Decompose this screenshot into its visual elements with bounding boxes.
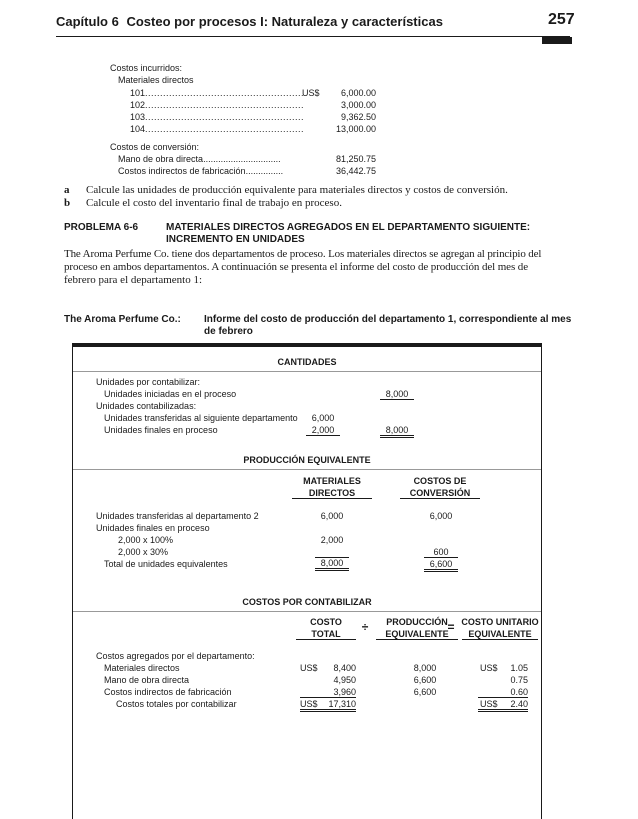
cost-total: 8,400 <box>333 663 356 673</box>
unit-total-cur: US$ <box>480 699 498 709</box>
report-right-border <box>541 343 542 819</box>
row-label: Costos indirectos de fabricación <box>118 166 246 176</box>
equals-sign: = <box>447 620 455 634</box>
cost-total: 4,950 <box>333 675 356 685</box>
header-rule <box>56 36 570 37</box>
started-value: 8,000 <box>380 389 414 400</box>
chapter-title: Costeo por procesos I: Naturaleza y características <box>126 14 443 29</box>
problem-body: proceso en ambos departamentos. A continuación se presenta el informe del costo de producción del mes de <box>64 261 528 273</box>
problem-number: PROBLEMA 6-6 <box>64 222 139 233</box>
col-header: DIRECTOS <box>292 488 372 499</box>
problem-title: MATERIALES DIRECTOS AGREGADOS EN EL DEPARTAMENTO SIGUIENTE: <box>166 222 531 233</box>
chapter-header <box>56 14 443 29</box>
col-header: COSTOS DE <box>413 476 467 486</box>
currency: US$ <box>302 88 320 98</box>
eq-ending-label: Unidades finales en proceso <box>96 523 210 533</box>
eq-ending-100: 2,000 x 100% <box>118 535 174 545</box>
question-letter: b <box>64 197 71 209</box>
cost-label: Mano de obra directa <box>104 675 190 685</box>
question-text: Calcule el costo del inventario final de trabajo en proceso. <box>86 197 342 209</box>
problem-body: The Aroma Perfume Co. tiene dos departamentos de proceso. Los materiales directos se agregan al principio del <box>64 248 542 260</box>
col-header: MATERIALES <box>303 476 361 486</box>
incurred-label: Costos incurridos: <box>110 63 183 73</box>
row-label: Mano de obra directa <box>118 154 204 164</box>
ending-label: Unidades finales en proceso <box>104 425 218 435</box>
cost-eq: 6,600 <box>413 675 437 685</box>
conversion-row: Costos indirectos de fabricación............... <box>118 166 284 176</box>
report-left-border <box>72 343 73 819</box>
col-header: EQUIVALENTE <box>462 629 538 640</box>
value: 36,442.75 <box>335 166 376 176</box>
cost-label: Costos indirectos de fabricación <box>104 687 232 697</box>
row-label: 103 <box>130 112 146 122</box>
cost-total-cur: US$ <box>300 699 318 709</box>
value: 6,000.00 <box>340 88 376 98</box>
total-value: 8,000 <box>380 425 414 438</box>
page-number: 257 <box>548 11 575 28</box>
started-label: Unidades iniciadas en el proceso <box>104 389 237 399</box>
materials-row: 104..................................................... <box>130 124 305 134</box>
cost-eq: 6,600 <box>413 687 437 697</box>
cost-total-value: 17,310 <box>328 699 356 709</box>
col-header: COSTO UNITARIO <box>461 617 539 627</box>
eq-transferred-label: Unidades transferidas al departamento 2 <box>96 511 259 521</box>
transferred-value: 6,000 <box>311 413 335 423</box>
eq-total-label: Total de unidades equivalentes <box>104 559 228 569</box>
col-header: PRODUCCIÓN <box>386 617 448 627</box>
row-label: 102 <box>130 100 146 110</box>
value: 81,250.75 <box>335 154 376 164</box>
col-header: EQUIVALENTE <box>376 629 458 640</box>
eq-total-value: 6,600 <box>424 559 458 572</box>
unit-cost: 0.75 <box>510 675 528 685</box>
conversion-label: Costos de conversión: <box>110 142 200 152</box>
cost-eq: 8,000 <box>413 663 437 673</box>
value: 3,000.00 <box>340 100 376 110</box>
value: 13,000.00 <box>335 124 376 134</box>
eq-value: 600 <box>424 547 458 558</box>
row-label: 104 <box>130 124 146 134</box>
unit-currency: US$ <box>480 663 498 673</box>
conversion-row: Mano de obra directa............................... <box>118 154 281 164</box>
unit-total-value: 2.40 <box>510 699 528 709</box>
materials-row: 101..................................................... <box>130 88 305 98</box>
eq-value: 2,000 <box>320 535 344 545</box>
eq-total-value: 8,000 <box>315 557 349 571</box>
value: 9,362.50 <box>340 112 376 122</box>
to-account-label: Unidades por contabilizar: <box>96 377 201 387</box>
materials-row: 103..................................................... <box>130 112 305 122</box>
question-letter: a <box>64 184 70 196</box>
added-label: Costos agregados por el departamento: <box>96 651 255 661</box>
cost-total: 3,960 <box>300 687 356 698</box>
ending-value: 2,000 <box>306 425 340 436</box>
eq-value: 6,000 <box>429 511 453 521</box>
eq-ending-30: 2,000 x 30% <box>118 547 169 557</box>
header-tab <box>542 37 572 44</box>
section-heading: CANTIDADES <box>277 357 337 367</box>
report-title: Informe del costo de producción del departamento 1, correspondiente al mes <box>204 314 572 325</box>
section-heading: PRODUCCIÓN EQUIVALENTE <box>243 455 371 465</box>
cost-label: Materiales directos <box>104 663 180 673</box>
transferred-label: Unidades transferidas al siguiente departamento <box>104 413 298 423</box>
row-label: 101 <box>130 88 146 98</box>
materials-label: Materiales directos <box>118 75 194 85</box>
report-title: de febrero <box>204 326 253 337</box>
section-heading: COSTOS POR CONTABILIZAR <box>242 597 372 607</box>
col-header: TOTAL <box>296 629 356 640</box>
section-rule <box>73 611 541 612</box>
eq-value: 6,000 <box>320 511 344 521</box>
report-company: The Aroma Perfume Co.: <box>64 314 181 325</box>
cost-currency: US$ <box>300 663 318 673</box>
accounted-label: Unidades contabilizadas: <box>96 401 197 411</box>
materials-row: 102..................................................... <box>130 100 305 110</box>
unit-cost: 1.05 <box>510 663 528 673</box>
col-header: COSTO <box>310 617 342 627</box>
chapter-label: Capítulo 6 <box>56 14 119 29</box>
cost-total-label: Costos totales por contabilizar <box>116 699 237 709</box>
problem-body: febrero para el departamento 1: <box>64 274 203 286</box>
col-header: CONVERSIÓN <box>400 488 480 499</box>
section-rule <box>73 469 541 470</box>
question-text: Calcule las unidades de producción equivalente para materiales directos y costos de conversión. <box>86 184 508 196</box>
section-rule <box>73 371 541 372</box>
divide-sign: ÷ <box>361 620 369 634</box>
unit-cost: 0.60 <box>478 687 528 698</box>
report-top-bar <box>72 343 542 347</box>
problem-title: INCREMENTO EN UNIDADES <box>166 234 305 245</box>
